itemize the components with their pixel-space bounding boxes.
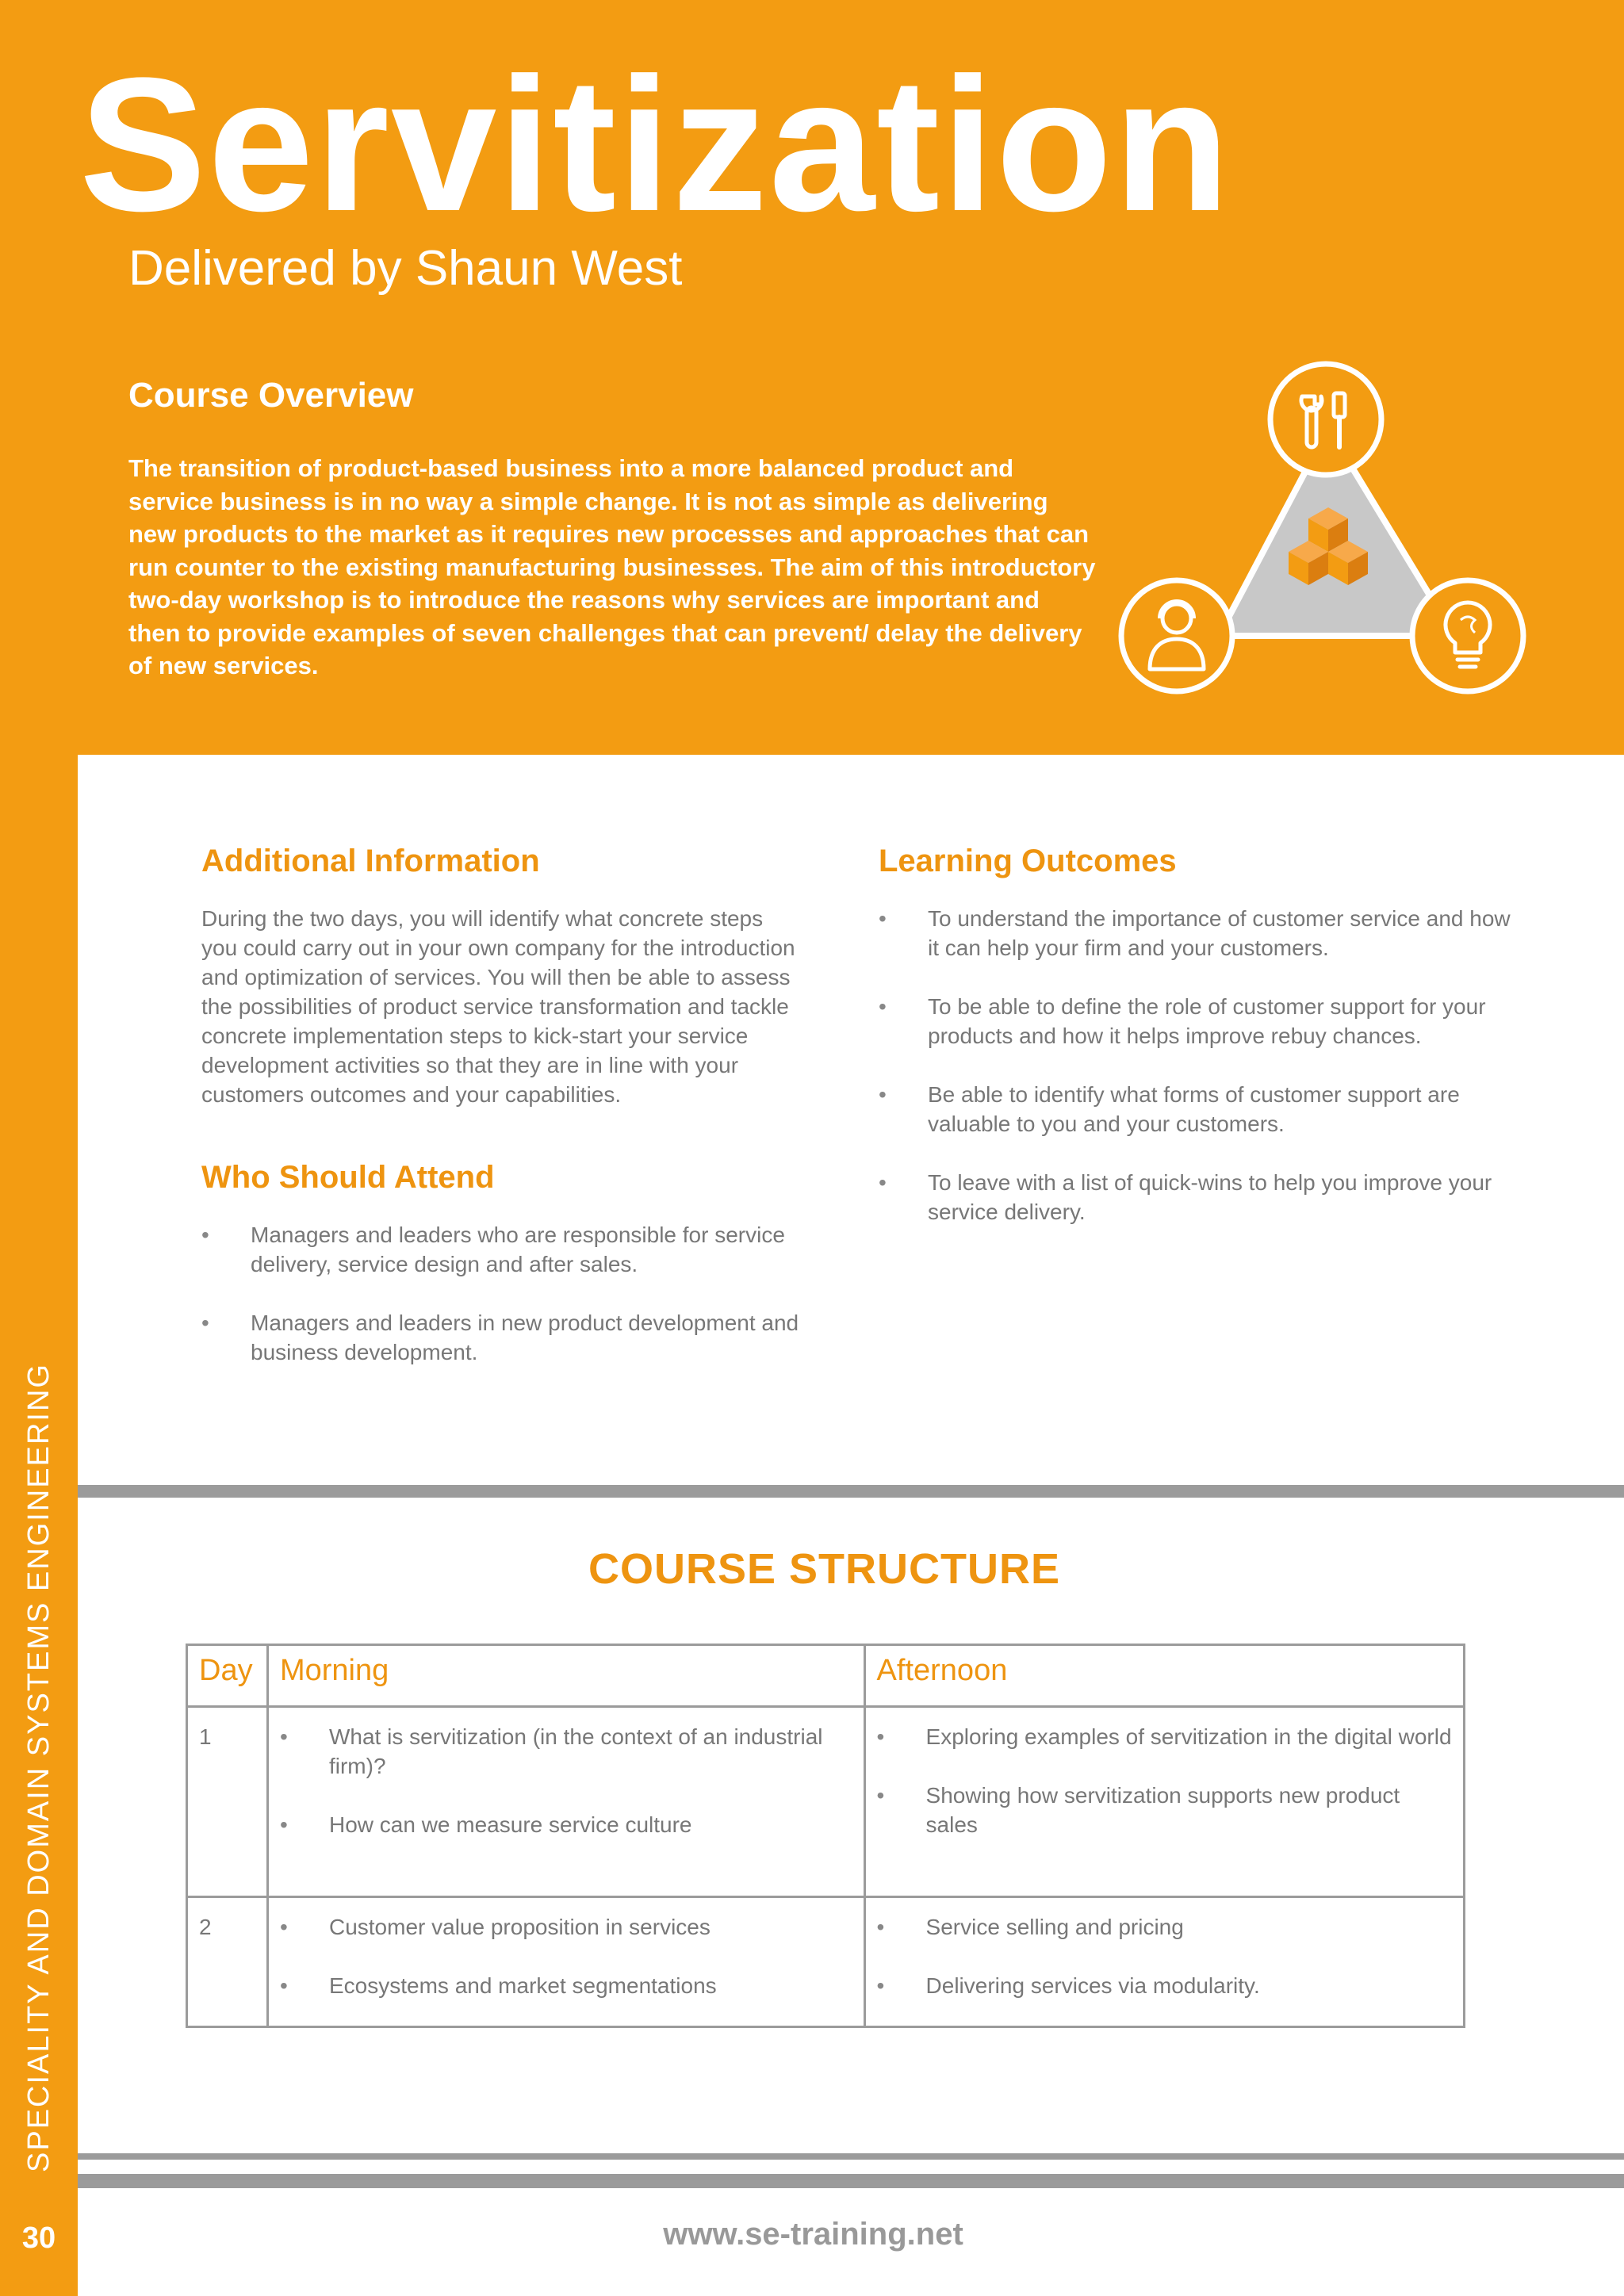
person-icon xyxy=(1121,580,1232,691)
afternoon-cell xyxy=(864,1897,1464,2027)
list-item: • Be able to identify what forms of customer support are valuable to you and your customers. xyxy=(879,1080,1513,1138)
footer-divider-top xyxy=(78,2153,1624,2160)
list-item: • What is servitization (in the context of an industrial firm)? xyxy=(280,1722,852,1781)
list-item: • Managers and leaders who are responsible for service delivery, service design and after sales. xyxy=(201,1220,804,1279)
header-morning: Morning xyxy=(267,1645,864,1707)
list-item: • Customer value proposition in services xyxy=(280,1912,852,1942)
list-item: • To understand the importance of customer service and how it can help your firm and your customers. xyxy=(879,904,1513,962)
left-column xyxy=(201,842,804,1396)
who-should-attend xyxy=(201,1158,804,1367)
list-item: • Showing how servitization supports new product sales xyxy=(877,1781,1452,1839)
course-structure-title: COURSE STRUCTURE xyxy=(588,1545,1061,1593)
who-should-attend-list xyxy=(201,1220,804,1367)
table-header-row xyxy=(187,1645,1465,1707)
overview-heading: Course Overview xyxy=(128,376,414,415)
list-item: • Exploring examples of servitization in the digital world xyxy=(877,1722,1452,1751)
tools-icon xyxy=(1270,364,1381,475)
morning-cell xyxy=(267,1897,864,2027)
learning-outcomes-list xyxy=(879,904,1513,1226)
table-row xyxy=(187,1897,1465,2027)
list-item: • Delivering services via modularity. xyxy=(877,1971,1452,2000)
day-cell: 2 xyxy=(187,1897,268,2027)
footer-divider-bottom xyxy=(78,2174,1624,2188)
list-item: • How can we measure service culture xyxy=(280,1810,852,1839)
additional-info-heading: Additional Information xyxy=(201,844,540,878)
morning-cell xyxy=(267,1707,864,1897)
list-item: • To leave with a list of quick-wins to help you improve your service delivery. xyxy=(879,1168,1513,1226)
header-afternoon: Afternoon xyxy=(864,1645,1464,1707)
table-row xyxy=(187,1707,1465,1897)
website-link[interactable]: www.se-training.net xyxy=(663,2217,963,2252)
afternoon-cell xyxy=(864,1707,1464,1897)
list-item: • Managers and leaders in new product development and business development. xyxy=(201,1308,804,1367)
lightbulb-icon xyxy=(1412,580,1523,691)
day-cell: 1 xyxy=(187,1707,268,1897)
subtitle: Delivered by Shaun West xyxy=(128,241,683,296)
list-item: • To be able to define the role of customer support for your products and how it helps improve rebuy chances. xyxy=(879,992,1513,1050)
service-diagram xyxy=(1118,357,1538,698)
learning-outcomes-heading: Learning Outcomes xyxy=(879,844,1177,878)
list-item: • Ecosystems and market segmentations xyxy=(280,1971,852,2000)
additional-info-text: During the two days, you will identify what concrete steps you could carry out in your own company for the introduction and optimization of services. You will then be able to assess the possibilities of product service transformation and tackle concrete implementation steps to kick-start your service development activities so that they are in line with your customers outcomes and your capabilities. xyxy=(201,906,795,1107)
course-structure-table xyxy=(186,1644,1465,2028)
side-section-label: SPECIALITY AND DOMAIN SYSTEMS ENGINEERING xyxy=(22,1363,56,2172)
list-item: • Service selling and pricing xyxy=(877,1912,1452,1942)
divider xyxy=(78,1485,1624,1498)
overview-text: The transition of product-based business into a more balanced product and service business is in no way a simple change. It is not as simple as delivering new products to the market as it requires new processes and approaches that can run counter to the existing manufacturing businesses. The aim of this introductory two-day workshop is to introduce the reasons why services are important and then to provide examples of seven challenges that can prevent/ delay the delivery of new services. xyxy=(128,454,1096,679)
who-should-attend-heading: Who Should Attend xyxy=(201,1160,495,1195)
page-number: 30 xyxy=(21,2221,56,2255)
page-title: Servitization xyxy=(79,38,1231,251)
right-column xyxy=(879,842,1513,1256)
header-day: Day xyxy=(187,1645,268,1707)
